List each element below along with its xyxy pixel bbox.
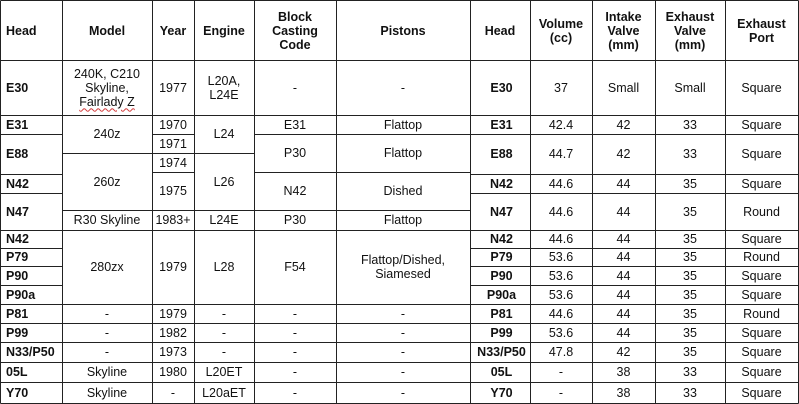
left-head-p99: P99 <box>6 325 29 340</box>
volume-cell: 44.6 <box>548 204 574 219</box>
volume-cell: 42.4 <box>548 117 574 132</box>
header-intake-valve: Intake Valve (mm) <box>605 9 642 52</box>
intake-valve-cell: 38 <box>616 365 631 379</box>
volume-cell: 47.8 <box>548 345 574 359</box>
year-1970: 1970 <box>159 117 187 132</box>
exhaust-port-cell: Round <box>743 306 780 321</box>
exhaust-valve-cell: 35 <box>683 345 697 359</box>
model-240k-c210 <box>62 60 152 115</box>
left-head-n42: N42 <box>6 176 29 191</box>
volume-cell: 44.6 <box>548 176 574 191</box>
volume-cell: 53.6 <box>548 287 574 302</box>
year-1979-a: 1979 <box>159 260 187 274</box>
casting-f54: F54 <box>284 260 306 274</box>
pistons-flattop-2: Flattop <box>383 146 423 160</box>
year-1973: 1973 <box>159 345 187 359</box>
intake-valve-cell: 44 <box>616 176 631 191</box>
right-head-cell: N47 <box>490 204 513 219</box>
engine-l20aet: L20aET <box>202 385 246 400</box>
header-pistons: Pistons <box>380 23 426 38</box>
exhaust-port-cell: Square <box>741 345 782 359</box>
intake-valve-cell: 44 <box>616 268 631 283</box>
year-1974: 1974 <box>159 155 187 170</box>
volume-cell: 44.6 <box>548 306 574 321</box>
engine-l26: L26 <box>213 174 235 189</box>
left-head-05l: 05L <box>6 365 28 379</box>
exhaust-port-cell: Square <box>741 268 782 283</box>
engine-l20a-l24e: L20A, L24E <box>207 73 241 102</box>
right-head-cell: P81 <box>490 306 513 321</box>
header-exhaust-valve: Exhaust Valve (mm) <box>665 9 715 52</box>
left-head-n33-p50: N33/P50 <box>6 345 55 359</box>
exhaust-valve-cell: 35 <box>683 232 697 246</box>
intake-valve-cell: 44 <box>616 204 631 219</box>
right-head-cell: P79 <box>490 250 513 264</box>
pistons-dished: Dished <box>383 184 423 198</box>
pistons-flattop-1: Flattop <box>383 117 423 132</box>
pistons-dash-1: - <box>400 306 406 321</box>
model-skyline-2: Skyline <box>86 385 128 400</box>
pistons-e30-dash: - <box>400 80 406 95</box>
exhaust-port-cell: Square <box>741 325 782 340</box>
exhaust-valve-cell: 35 <box>683 204 697 219</box>
year-1982: 1982 <box>159 325 187 340</box>
casting-e30-dash: - <box>292 80 298 95</box>
year-1980: 1980 <box>159 365 187 379</box>
pistons-flattop-3: Flattop <box>383 213 423 227</box>
engine-l20et: L20ET <box>205 365 243 379</box>
model-dash-2: - <box>104 325 110 340</box>
right-head-cell: E88 <box>490 147 513 161</box>
left-head-y70: Y70 <box>6 385 29 400</box>
left-head-n47: N47 <box>6 204 29 219</box>
model-240k-c210-text <box>74 67 140 109</box>
right-head-cell: N42 <box>490 232 513 246</box>
header-exhaust-port: Exhaust Port <box>737 16 786 45</box>
header-head-left: Head <box>6 23 37 38</box>
intake-valve-cell: 42 <box>616 117 631 132</box>
intake-valve-cell: 44 <box>616 325 631 340</box>
year-1975: 1975 <box>159 184 187 198</box>
casting-dash-2: - <box>292 325 298 340</box>
header-engine: Engine <box>203 23 245 38</box>
volume-cell: 37 <box>554 80 568 95</box>
exhaust-port-cell: Round <box>743 204 780 219</box>
exhaust-port-cell: Square <box>741 80 782 95</box>
exhaust-port-cell: Square <box>741 365 782 379</box>
exhaust-valve-cell: 33 <box>683 147 697 161</box>
exhaust-port-cell: Square <box>741 232 782 246</box>
exhaust-valve-cell: 33 <box>683 385 697 400</box>
left-head-p81: P81 <box>6 306 29 321</box>
left-head-p79: P79 <box>6 250 29 264</box>
engine-dash-1: - <box>221 306 227 321</box>
exhaust-port-cell: Square <box>741 287 782 302</box>
pistons-dash-5: - <box>400 385 406 400</box>
model-skyline-1: Skyline <box>86 365 128 379</box>
exhaust-valve-cell: 33 <box>683 365 697 379</box>
model-260z: 260z <box>93 174 121 189</box>
volume-cell: 53.6 <box>548 268 574 283</box>
header-year: Year <box>159 23 187 38</box>
engine-l24: L24 <box>213 127 235 141</box>
right-head-cell: N42 <box>490 176 513 191</box>
pistons-dash-3: - <box>400 345 406 359</box>
exhaust-valve-cell: 35 <box>683 306 697 321</box>
casting-p30-a: P30 <box>283 146 307 160</box>
left-head-e30: E30 <box>6 80 29 95</box>
right-head-cell: Y70 <box>490 385 513 400</box>
casting-p30-b: P30 <box>283 213 307 227</box>
year-dash: - <box>170 385 176 400</box>
year-1983-plus: 1983+ <box>155 213 191 227</box>
pistons-dash-2: - <box>400 325 406 340</box>
volume-cell: 53.6 <box>548 325 574 340</box>
casting-dash-3: - <box>292 345 298 359</box>
exhaust-port-cell: Square <box>741 147 782 161</box>
right-head-cell: P90 <box>490 268 513 283</box>
exhaust-valve-cell: 35 <box>683 268 697 283</box>
exhaust-port-cell: Square <box>741 117 782 132</box>
exhaust-port-cell: Square <box>741 385 782 400</box>
header-head-right: Head <box>484 23 516 38</box>
exhaust-valve-cell: Small <box>674 80 706 95</box>
casting-n42: N42 <box>283 184 307 198</box>
model-dash-1: - <box>104 306 110 321</box>
engine-dash-3: - <box>221 345 227 359</box>
casting-e31: E31 <box>283 117 307 132</box>
header-volume: Volume (cc) <box>538 16 584 45</box>
intake-valve-cell: 42 <box>616 345 631 359</box>
header-model: Model <box>88 23 126 38</box>
exhaust-valve-cell: 35 <box>683 176 697 191</box>
engine-dash-2: - <box>221 325 227 340</box>
right-head-cell: 05L <box>490 365 513 379</box>
exhaust-port-cell: Round <box>743 250 780 264</box>
intake-valve-cell: 42 <box>616 147 631 161</box>
intake-valve-cell: Small <box>607 80 640 95</box>
right-head-cell: E31 <box>490 117 513 132</box>
model-240k-c210-line: 240K, C210 <box>73 66 141 81</box>
left-head-n42-b: N42 <box>6 232 29 246</box>
pistons-dash-4: - <box>400 365 406 379</box>
engine-l28: L28 <box>213 260 235 274</box>
intake-valve-cell: 44 <box>616 287 631 302</box>
right-head-cell: N33/P50 <box>477 345 526 359</box>
pistons-flattop-dished-siamesed: Flattop/Dished, Siamesed <box>360 253 446 281</box>
exhaust-valve-cell: 35 <box>683 287 697 302</box>
casting-dash-5: - <box>292 385 298 400</box>
intake-valve-cell: 44 <box>616 250 631 264</box>
right-head-cell: P99 <box>490 325 513 340</box>
model-r30-skyline: R30 Skyline <box>73 213 141 227</box>
left-head-p90a: P90a <box>6 287 36 302</box>
right-head-cell: E30 <box>490 80 513 95</box>
model-dash-3: - <box>104 345 110 359</box>
casting-dash-1: - <box>292 306 298 321</box>
volume-cell: 53.6 <box>548 250 574 264</box>
exhaust-port-cell: Square <box>741 176 782 191</box>
right-head-cell: P90a <box>486 287 517 302</box>
volume-cell: 44.7 <box>548 147 574 161</box>
left-head-e31: E31 <box>6 117 29 132</box>
intake-valve-cell: 44 <box>616 306 631 321</box>
exhaust-valve-cell: 35 <box>683 325 697 340</box>
casting-dash-4: - <box>292 365 298 379</box>
left-head-e88: E88 <box>6 147 29 161</box>
model-240k-c210-line: Fairlady Z <box>79 94 135 109</box>
year-1971: 1971 <box>159 136 187 151</box>
exhaust-valve-cell: 33 <box>683 117 697 132</box>
model-240z: 240z <box>93 127 121 141</box>
left-head-p90: P90 <box>6 268 29 283</box>
volume-cell: - <box>558 365 564 379</box>
year-1977: 1977 <box>159 80 187 95</box>
intake-valve-cell: 44 <box>616 232 631 246</box>
intake-valve-cell: 38 <box>616 385 631 400</box>
exhaust-valve-cell: 35 <box>683 250 697 264</box>
model-240k-c210-line: Skyline, <box>85 80 129 95</box>
year-1979-b: 1979 <box>159 306 187 321</box>
model-280zx: 280zx <box>90 260 124 274</box>
volume-cell: - <box>558 385 564 400</box>
volume-cell: 44.6 <box>548 232 574 246</box>
header-block-casting-code: Block Casting Code <box>272 9 318 52</box>
engine-l24e: L24E <box>209 213 239 227</box>
